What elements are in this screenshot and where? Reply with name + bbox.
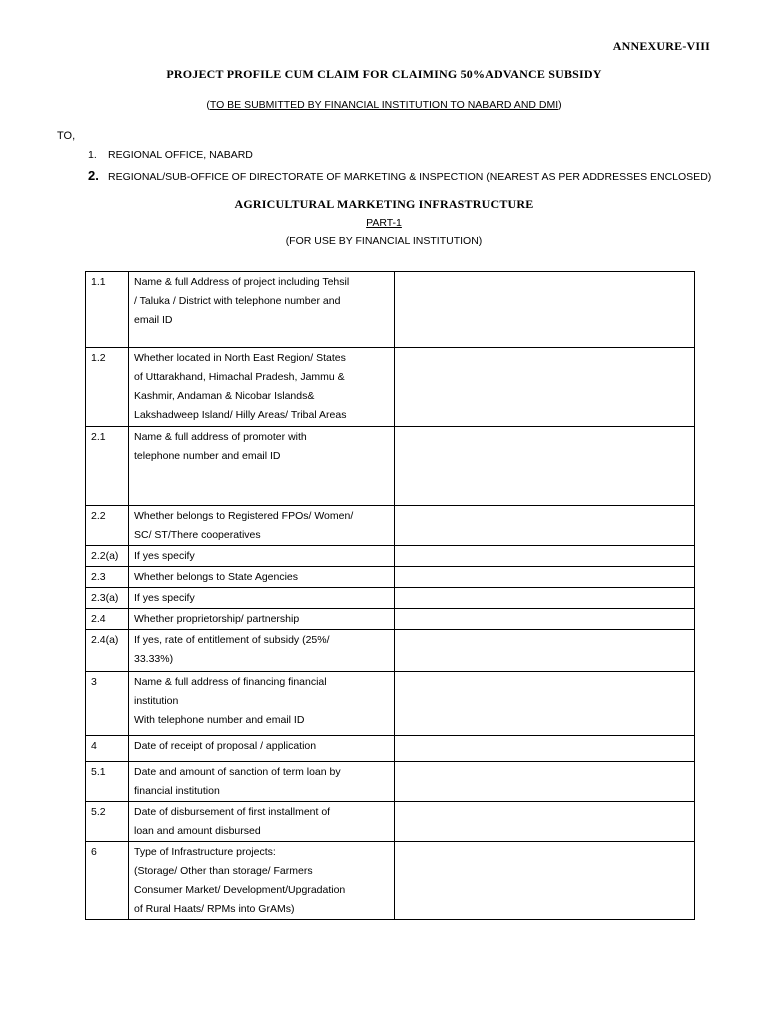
- row-number: 2.4: [86, 609, 129, 630]
- row-number: 2.2: [86, 506, 129, 546]
- row-value-field[interactable]: [395, 672, 695, 736]
- row-number: 2.3(a): [86, 588, 129, 609]
- description-line: Consumer Market/ Development/Upgradation: [134, 884, 346, 896]
- description-line: loan and amount disbursed: [134, 825, 261, 837]
- description-line: If yes specify: [134, 592, 195, 604]
- row-number: 2.2(a): [86, 546, 129, 567]
- row-description: [129, 588, 395, 609]
- part-note: (FOR USE BY FINANCIAL INSTITUTION): [285, 235, 483, 247]
- addressee-number: 1.: [88, 149, 97, 161]
- row-description: [129, 736, 395, 762]
- row-number: 1.2: [86, 348, 129, 427]
- row-value-field[interactable]: [395, 272, 695, 348]
- row-number: 6: [86, 842, 129, 920]
- description-line: Date of disbursement of first installment of: [134, 806, 331, 818]
- addressee-text: REGIONAL OFFICE, NABARD: [108, 149, 253, 161]
- row-value-field[interactable]: [395, 842, 695, 920]
- to-label: TO,: [57, 130, 76, 142]
- row-value-field[interactable]: [395, 506, 695, 546]
- row-number: 5.2: [86, 802, 129, 842]
- subtitle-text: TO BE SUBMITTED BY FINANCIAL INSTITUTION TO NABARD AND DMI: [209, 99, 559, 111]
- description-line: / Taluka / District with telephone number and: [134, 295, 341, 307]
- form-row: [86, 427, 695, 506]
- row-description: [129, 630, 395, 672]
- description-line: Kashmir, Andaman & Nicobar Islands&: [134, 390, 315, 402]
- claim-form-body: [86, 272, 695, 920]
- description-line: of Rural Haats/ RPMs into GrAMs): [134, 903, 295, 915]
- row-value-field[interactable]: [395, 427, 695, 506]
- addressee-text: REGIONAL/SUB-OFFICE OF DIRECTORATE OF MARKETING & INSPECTION (NEAREST AS PER ADDRESSES ENCLOSED): [108, 171, 712, 183]
- description-line: Whether belongs to State Agencies: [134, 571, 299, 583]
- form-row: [86, 736, 695, 762]
- row-value-field[interactable]: [395, 630, 695, 672]
- row-number: 2.4(a): [86, 630, 129, 672]
- addressee-item-1: [88, 149, 253, 161]
- row-value-field[interactable]: [395, 588, 695, 609]
- annexure-label: ANNEXURE-VIII: [612, 39, 710, 53]
- form-row: [86, 842, 695, 920]
- row-number: 2.3: [86, 567, 129, 588]
- description-line: of Uttarakhand, Himachal Pradesh, Jammu &: [134, 371, 345, 383]
- section-title: AGRICULTURAL MARKETING INFRASTRUCTURE: [234, 197, 534, 211]
- row-description: [129, 567, 395, 588]
- row-description: [129, 427, 395, 506]
- description-line: financial institution: [134, 785, 220, 797]
- row-description: [129, 272, 395, 348]
- description-line: SC/ ST/There cooperatives: [134, 529, 261, 541]
- description-line: If yes, rate of entitlement of subsidy (25%/: [134, 634, 330, 646]
- row-description: [129, 609, 395, 630]
- row-value-field[interactable]: [395, 609, 695, 630]
- addressee-item-2: [88, 168, 711, 183]
- description-line: Whether belongs to Registered FPOs/ Women/: [134, 510, 354, 522]
- row-value-field[interactable]: [395, 736, 695, 762]
- form-row: [86, 762, 695, 802]
- row-value-field[interactable]: [395, 802, 695, 842]
- form-row: [86, 609, 695, 630]
- row-value-field[interactable]: [395, 546, 695, 567]
- document-title: PROJECT PROFILE CUM CLAIM FOR CLAIMING 50%ADVANCE SUBSIDY: [166, 67, 602, 81]
- form-row: [86, 272, 695, 348]
- description-line: Name & full address of promoter with: [134, 431, 307, 443]
- row-number: 2.1: [86, 427, 129, 506]
- row-number: 1.1: [86, 272, 129, 348]
- row-description: [129, 348, 395, 427]
- description-line: Whether located in North East Region/ States: [134, 352, 346, 364]
- row-value-field[interactable]: [395, 348, 695, 427]
- subtitle-close-paren: ): [558, 99, 562, 111]
- description-line: 33.33%): [134, 653, 174, 665]
- description-line: email ID: [134, 314, 173, 326]
- document-subtitle: [0, 99, 768, 111]
- row-number: 4: [86, 736, 129, 762]
- claim-form-table: [85, 271, 695, 920]
- row-description: [129, 842, 395, 920]
- description-line: telephone number and email ID: [134, 450, 281, 462]
- description-line: Date and amount of sanction of term loan by: [134, 766, 341, 778]
- description-line: institution: [134, 695, 179, 707]
- description-line: Lakshadweep Island/ Hilly Areas/ Tribal Areas: [134, 409, 347, 421]
- form-row: [86, 630, 695, 672]
- row-description: [129, 672, 395, 736]
- form-row: [86, 546, 695, 567]
- description-line: Whether proprietorship/ partnership: [134, 613, 300, 625]
- description-line: With telephone number and email ID: [134, 714, 305, 726]
- form-row: [86, 672, 695, 736]
- form-row: [86, 802, 695, 842]
- row-description: [129, 546, 395, 567]
- row-value-field[interactable]: [395, 762, 695, 802]
- description-line: If yes specify: [134, 550, 195, 562]
- part-label: PART-1: [366, 217, 402, 229]
- form-row: [86, 348, 695, 427]
- form-row: [86, 588, 695, 609]
- description-line: Name & full Address of project including Tehsil: [134, 276, 350, 288]
- form-row: [86, 506, 695, 546]
- subtitle-open-paren: (: [206, 99, 210, 111]
- description-line: (Storage/ Other than storage/ Farmers: [134, 865, 313, 877]
- row-description: [129, 802, 395, 842]
- row-number: 3: [86, 672, 129, 736]
- description-line: Date of receipt of proposal / application: [134, 740, 317, 752]
- row-value-field[interactable]: [395, 567, 695, 588]
- form-row: [86, 567, 695, 588]
- addressee-number: 2.: [88, 168, 99, 183]
- description-line: Type of Infrastructure projects:: [134, 846, 276, 858]
- description-line: Name & full address of financing financial: [134, 676, 327, 688]
- row-description: [129, 506, 395, 546]
- row-number: 5.1: [86, 762, 129, 802]
- row-description: [129, 762, 395, 802]
